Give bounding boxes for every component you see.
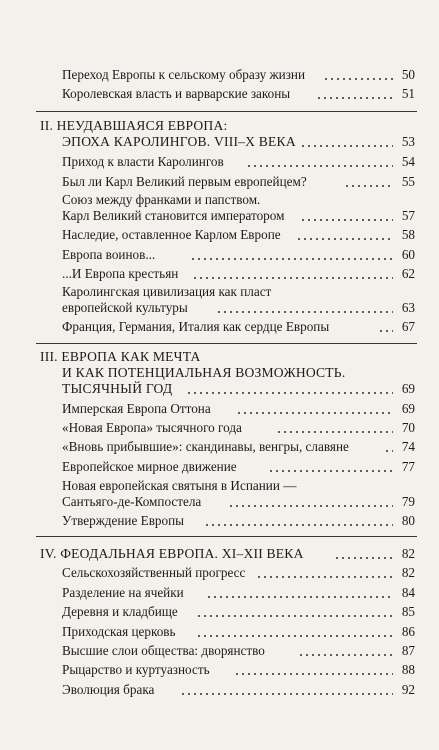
dot-leader bbox=[228, 505, 393, 507]
toc-entry-label: Приходская церковь bbox=[62, 624, 176, 639]
toc-page-number: 58 bbox=[401, 227, 415, 242]
dot-leader bbox=[268, 470, 393, 472]
toc-entry-label: Сельскохозяйственный прогресс bbox=[62, 565, 246, 580]
toc-page-number: 87 bbox=[401, 643, 415, 658]
dot-leader bbox=[316, 97, 393, 99]
toc-entry-label: Высшие слои общества: дворянство bbox=[62, 643, 265, 658]
dot-leader bbox=[276, 431, 393, 433]
dot-leader bbox=[384, 450, 393, 452]
toc-entry-label: Франция, Германия, Италия как сердце Европы bbox=[62, 319, 330, 334]
toc-entry-label: Утверждение Европы bbox=[62, 513, 185, 528]
toc-entry-label: Был ли Карл Великий первым европейцем? bbox=[62, 174, 307, 189]
toc-entry-label: Новая европейская святыня в Испании — bbox=[62, 478, 297, 493]
toc-entry-label: Рыцарство и куртуазность bbox=[62, 662, 210, 677]
toc-entry-label: европейской культуры bbox=[62, 300, 188, 315]
dot-leader bbox=[234, 673, 393, 675]
dot-leader bbox=[344, 185, 393, 187]
toc-page-number: 80 bbox=[401, 513, 415, 528]
dot-leader bbox=[190, 258, 393, 260]
toc-entry-label: Переход Европы к сельскому образу жизни bbox=[62, 67, 306, 82]
toc-page-number: 50 bbox=[401, 67, 415, 82]
toc-entry-label: «Вновь прибывшие»: скандинавы, венгры, славяне bbox=[62, 439, 349, 454]
section-divider bbox=[36, 343, 417, 344]
toc-entry-label: Европейское мирное движение bbox=[62, 459, 237, 474]
section-divider bbox=[36, 536, 417, 537]
dot-leader bbox=[206, 596, 393, 598]
dot-leader bbox=[186, 392, 393, 394]
dot-leader bbox=[204, 524, 393, 526]
section-heading: И КАК ПОТЕНЦИАЛЬНАЯ ВОЗМОЖНОСТЬ. bbox=[62, 365, 346, 380]
section-heading: ЭПОХА КАРОЛИНГОВ. VIII–X ВЕКА bbox=[62, 134, 296, 149]
toc-page-number: 54 bbox=[401, 154, 415, 169]
toc-page-number: 86 bbox=[401, 624, 415, 639]
toc-entry-label: Карл Великий становится императором bbox=[62, 208, 285, 223]
section-heading: ТЫСЯЧНЫЙ ГОД bbox=[62, 381, 173, 396]
dot-leader bbox=[192, 277, 393, 279]
dot-leader bbox=[216, 311, 393, 313]
toc-entry-label: «Новая Европа» тысячного года bbox=[62, 420, 242, 435]
dot-leader bbox=[296, 238, 393, 240]
dot-leader bbox=[300, 145, 393, 147]
toc-entry-label: Приход к власти Каролингов bbox=[62, 154, 224, 169]
toc-page-number: 57 bbox=[401, 208, 415, 223]
dot-leader bbox=[196, 615, 393, 617]
toc-entry-label: Каролингская цивилизация как пласт bbox=[62, 284, 272, 299]
dot-leader bbox=[334, 557, 393, 559]
dot-leader bbox=[298, 654, 393, 656]
toc-page-number: 63 bbox=[401, 300, 415, 315]
dot-leader bbox=[378, 330, 393, 332]
toc-page-number: 69 bbox=[401, 401, 415, 416]
dot-leader bbox=[246, 165, 393, 167]
toc-page-number: 82 bbox=[401, 546, 415, 561]
section-divider bbox=[36, 111, 417, 112]
toc-page-number: 77 bbox=[401, 459, 415, 474]
section-heading: III. ЕВРОПА КАК МЕЧТА bbox=[40, 349, 201, 364]
section-heading: II. НЕУДАВШАЯСЯ ЕВРОПА: bbox=[40, 118, 228, 133]
dot-leader bbox=[196, 635, 393, 637]
toc-page-number: 70 bbox=[401, 420, 415, 435]
toc-page-number: 88 bbox=[401, 662, 415, 677]
toc-entry-label: ...И Европа крестьян bbox=[62, 266, 179, 281]
toc-page-number: 69 bbox=[401, 381, 415, 396]
dot-leader bbox=[256, 576, 393, 578]
toc-page-number: 62 bbox=[401, 266, 415, 281]
toc-entry-label: Королевская власть и варварские законы bbox=[62, 86, 291, 101]
section-heading: IV. ФЕОДАЛЬНАЯ ЕВРОПА. XI–XII ВЕКА bbox=[40, 546, 304, 561]
toc-page-number: 85 bbox=[401, 604, 415, 619]
dot-leader bbox=[236, 412, 393, 414]
toc-entry-label: Наследие, оставленное Карлом Европе bbox=[62, 227, 281, 242]
dot-leader bbox=[180, 693, 393, 695]
toc-page-number: 84 bbox=[401, 585, 415, 600]
toc-entry-label: Эволюция брака bbox=[62, 682, 155, 697]
toc-entry-label: Разделение на ячейки bbox=[62, 585, 184, 600]
toc-entry-label: Европа воинов... bbox=[62, 247, 156, 262]
toc-entry-label: Деревня и кладбище bbox=[62, 604, 178, 619]
toc-page-number: 55 bbox=[401, 174, 415, 189]
toc-page-number: 82 bbox=[401, 565, 415, 580]
toc-page-number: 74 bbox=[401, 439, 415, 454]
dot-leader bbox=[323, 78, 393, 80]
toc-page-number: 92 bbox=[401, 682, 415, 697]
toc-page-number: 67 bbox=[401, 319, 415, 334]
toc-entry-label: Сантьяго-де-Компостела bbox=[62, 494, 202, 509]
toc-entry-label: Союз между франками и папством. bbox=[62, 192, 261, 207]
toc-page-number: 79 bbox=[401, 494, 415, 509]
toc-page-number: 51 bbox=[401, 86, 415, 101]
toc-page-number: 53 bbox=[401, 134, 415, 149]
toc-page-number: 60 bbox=[401, 247, 415, 262]
dot-leader bbox=[300, 219, 393, 221]
toc-entry-label: Имперская Европа Оттона bbox=[62, 401, 211, 416]
